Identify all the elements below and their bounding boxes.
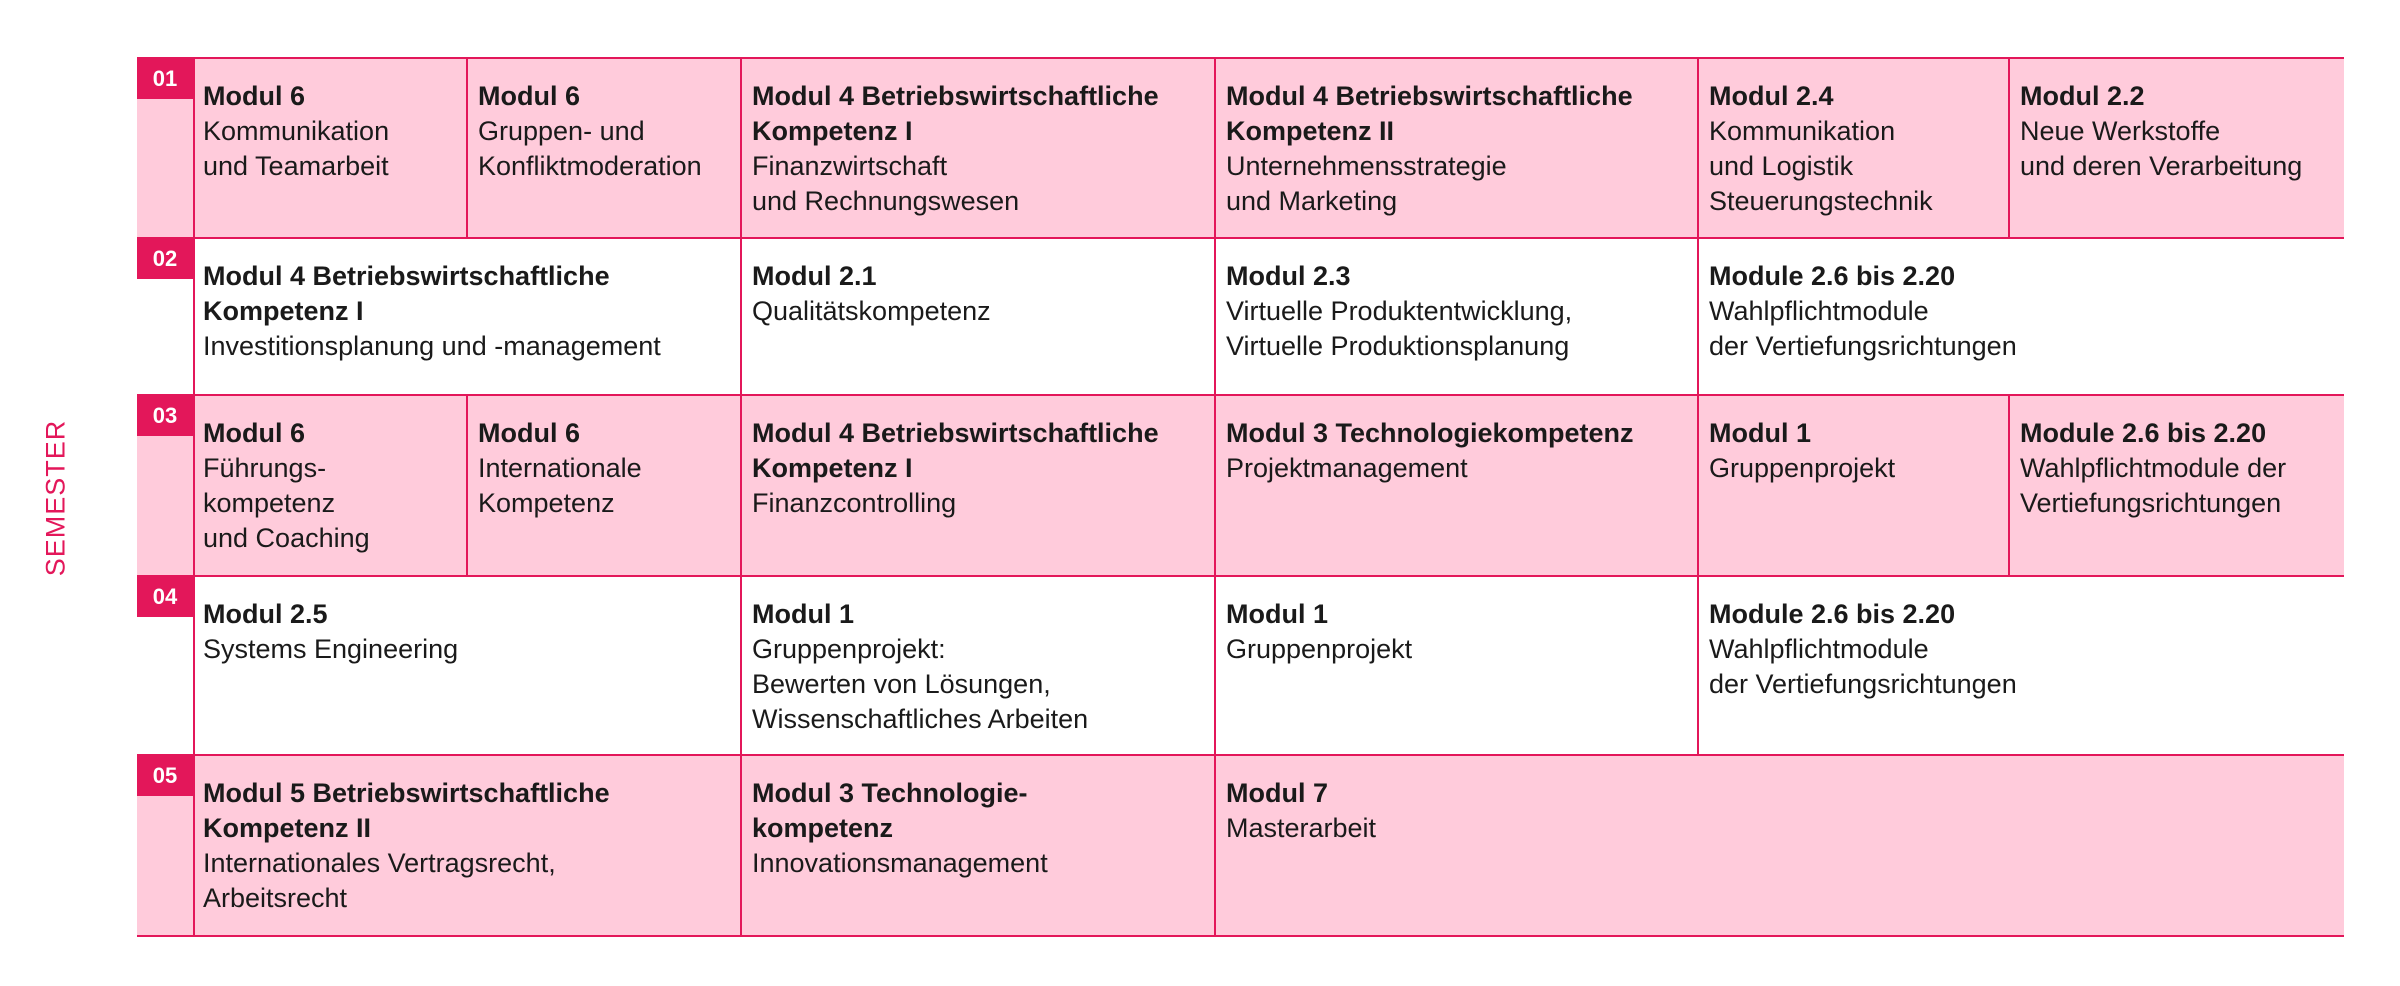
semester-row-03 [137, 394, 2344, 577]
module-cell [740, 59, 1214, 239]
semester-number-badge: 02 [137, 239, 193, 279]
module-description: Gruppenprojekt: Bewerten von Lösungen, Wissenschaftliches Arbeiten [752, 634, 1089, 734]
module-title: Modul 6 [203, 81, 305, 111]
module-title: Modul 4 Betriebswirtschaftliche Kompetenz II [1226, 81, 1633, 146]
module-description: Internationales Vertragsrecht, Arbeitsrecht [203, 848, 556, 913]
module-description: Unternehmensstrategie und Marketing [1226, 151, 1507, 216]
module-title: Module 2.6 bis 2.20 [1709, 261, 1956, 291]
semester-row-04 [137, 575, 2344, 756]
module-cell [740, 577, 1214, 756]
module-title: Modul 7 [1226, 778, 1328, 808]
module-title: Modul 4 Betriebswirtschaftliche Kompetenz I [203, 261, 610, 326]
module-description: Investitionsplanung und -management [203, 331, 661, 361]
module-title: Modul 4 Betriebswirtschaftliche Kompetenz I [752, 81, 1159, 146]
module-title: Modul 1 [1709, 418, 1811, 448]
module-title: Module 2.6 bis 2.20 [2020, 418, 2267, 448]
semester-axis-label: SEMESTER [40, 419, 71, 577]
module-title: Modul 6 [478, 81, 580, 111]
module-description: Finanzcontrolling [752, 488, 957, 518]
module-description: Masterarbeit [1226, 813, 1377, 843]
module-cell [740, 239, 1214, 396]
module-cell [1214, 59, 1697, 239]
module-description: Innovationsmanagement [752, 848, 1048, 878]
module-title: Modul 2.2 [2020, 81, 2145, 111]
module-description: Kommunikation und Logistik Steuerungstechnik [1709, 116, 1933, 216]
module-title: Modul 3 Technologie- kompetenz [752, 778, 1028, 843]
module-cell [1697, 59, 2008, 239]
module-description: Projektmanagement [1226, 453, 1468, 483]
module-cell [740, 756, 1214, 935]
module-title: Modul 4 Betriebswirtschaftliche Kompetenz I [752, 418, 1159, 483]
semester-number-badge: 01 [137, 59, 193, 99]
semester-row-05 [137, 754, 2344, 937]
module-description: Neue Werkstoffe und deren Verarbeitung [2020, 116, 2303, 181]
module-title: Modul 2.4 [1709, 81, 1834, 111]
module-cell [1697, 396, 2008, 577]
module-cell [1214, 756, 2344, 935]
module-cell [1214, 577, 1697, 756]
module-description: Virtuelle Produktentwicklung, Virtuelle Produktionsplanung [1226, 296, 1573, 361]
module-description: Finanzwirtschaft und Rechnungswesen [752, 151, 1020, 216]
module-title: Modul 3 Technologiekompetenz [1226, 418, 1634, 448]
module-description: Gruppenprojekt [1226, 634, 1413, 664]
module-cell [740, 396, 1214, 577]
module-description: Gruppenprojekt [1709, 453, 1896, 483]
module-title: Modul 6 [203, 418, 305, 448]
module-description: Qualitätskompetenz [752, 296, 991, 326]
module-title: Modul 2.5 [203, 599, 328, 629]
semester-row-01 [137, 57, 2344, 239]
module-cell [1214, 396, 1697, 577]
module-description: Führungs- kompetenz und Coaching [203, 453, 370, 553]
semester-number-badge: 04 [137, 577, 193, 617]
module-cell [193, 239, 740, 396]
module-description: Kommunikation und Teamarbeit [203, 116, 390, 181]
semester-row-02 [137, 237, 2344, 396]
module-description: Gruppen- und Konfliktmoderation [478, 116, 702, 181]
module-description: Systems Engineering [203, 634, 459, 664]
module-cell [1697, 577, 2344, 756]
semester-number-badge: 05 [137, 756, 193, 796]
module-title: Modul 2.1 [752, 261, 877, 291]
module-cell [2008, 59, 2344, 239]
module-cell [193, 396, 466, 577]
module-cell [2008, 396, 2344, 577]
module-description: Internationale Kompetenz [478, 453, 642, 518]
module-title: Modul 1 [1226, 599, 1328, 629]
module-cell [1697, 239, 2344, 396]
module-cell [193, 59, 466, 239]
module-cell [193, 756, 740, 935]
module-title: Modul 2.3 [1226, 261, 1351, 291]
module-title: Modul 5 Betriebswirtschaftliche Kompetenz II [203, 778, 610, 843]
module-description: Wahlpflichtmodule der Vertiefungsrichtungen [2020, 453, 2287, 518]
module-title: Modul 1 [752, 599, 854, 629]
module-description: Wahlpflichtmodule der Vertiefungsrichtungen [1709, 296, 2017, 361]
module-title: Module 2.6 bis 2.20 [1709, 599, 1956, 629]
module-cell [1214, 239, 1697, 396]
module-title: Modul 6 [478, 418, 580, 448]
module-cell [466, 59, 740, 239]
module-description: Wahlpflichtmodule der Vertiefungsrichtungen [1709, 634, 2017, 699]
module-cell [193, 577, 740, 756]
semester-number-badge: 03 [137, 396, 193, 436]
module-cell [466, 396, 740, 577]
